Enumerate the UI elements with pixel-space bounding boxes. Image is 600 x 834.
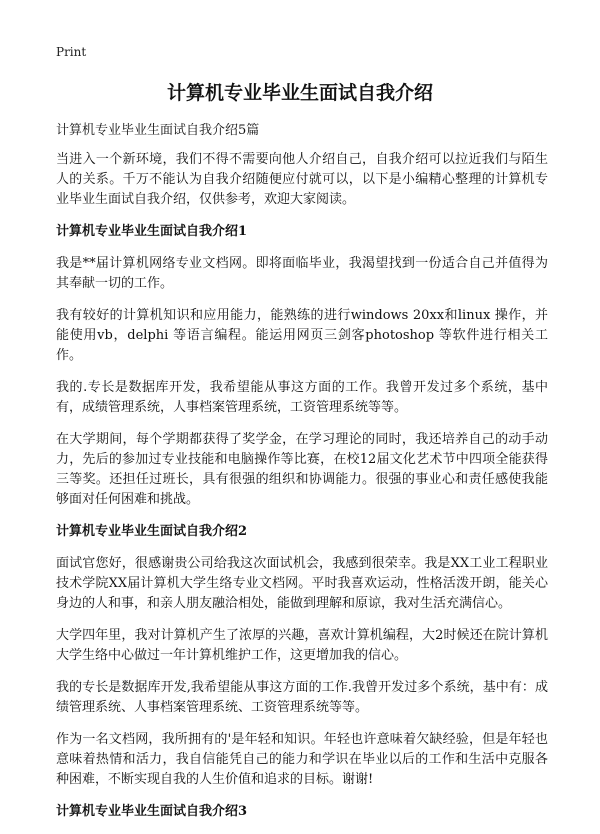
section-2-paragraph: 面试官您好，很感谢贵公司给我这次面试机会，我感到很荣幸。我是XX工业工程职业技术学院XX届计算机大学生络专业文档网。平时我喜欢运动，性格活泼开朗，能关心身边的人和事，和亲人朋友融洽相处，能做到理解和原谅，我对生活充满信心。 bbox=[56, 556, 548, 611]
section-1-heading: 计算机专业毕业生面试自我介绍1 bbox=[56, 224, 248, 239]
section-1-paragraph: 我有较好的计算机知识和应用能力，能熟练的进行windows 20xx和linux 操作，并能使用vb，delphi 等语言编程。能运用网页三剑客photoshop 等软件进行相关工作。 bbox=[56, 308, 548, 363]
section-3-heading: 计算机专业毕业生面试自我介绍3 bbox=[56, 804, 248, 819]
section-2-paragraph: 作为一名文档网，我所拥有的'是年轻和知识。年轻也许意味着欠缺经验，但是年轻也意味着热情和活力，我自信能凭自己的能力和学识在毕业以后的工作和生活中克服各种困难，不断实现自我的人生价值和追求的目标。谢谢! bbox=[56, 732, 548, 787]
print-label[interactable]: Print bbox=[56, 45, 87, 59]
document-subtitle: 计算机专业毕业生面试自我介绍5篇 bbox=[56, 123, 260, 138]
section-2-heading: 计算机专业毕业生面试自我介绍2 bbox=[56, 524, 248, 539]
document-body bbox=[56, 121, 548, 834]
section-2-paragraph: 我的专长是数据库开发,我希望能从事这方面的工作.我曾开发过多个系统，基中有：成绩管理系统、人事档案管理系统、工资管理系统等等。 bbox=[56, 680, 548, 715]
intro-paragraph: 当进入一个新环境，我们不得不需要向他人介绍自己，自我介绍可以拉近我们与陌生人的关系。千万不能认为自我介绍随便应付就可以，以下是小编精心整理的计算机专业毕业生面试自我介绍，仅供参考，欢迎大家阅读。 bbox=[56, 152, 548, 207]
section-1-paragraph: 我的.专长是数据库开发，我希望能从事这方面的工作。我曾开发过多个系统，基中有，成绩管理系统，人事档案管理系统，工资管理系统等等。 bbox=[56, 380, 548, 415]
section-1-paragraph: 在大学期间，每个学期都获得了奖学金，在学习理论的同时，我还培养自己的动手动力，先后的参加过专业技能和电脑操作等比赛，在校12届文化艺术节中四项全能获得三等奖。还担任过班长，具有很强的组织和协调能力。很强的事业心和责任感使我能够面对任何困难和挑战。 bbox=[56, 432, 548, 507]
section-2-paragraph: 大学四年里，我对计算机产生了浓厚的兴趣，喜欢计算机编程，大2时候还在院计算机大学生络中心做过一年计算机维护工作，这更增加我的信心。 bbox=[56, 628, 548, 663]
page-title: 计算机专业毕业生面试自我介绍 bbox=[166, 82, 433, 104]
section-1-paragraph: 我是**届计算机网络专业文档网。即将面临毕业，我渴望找到一份适合自己并值得为其奉献一切的工作。 bbox=[56, 256, 548, 291]
